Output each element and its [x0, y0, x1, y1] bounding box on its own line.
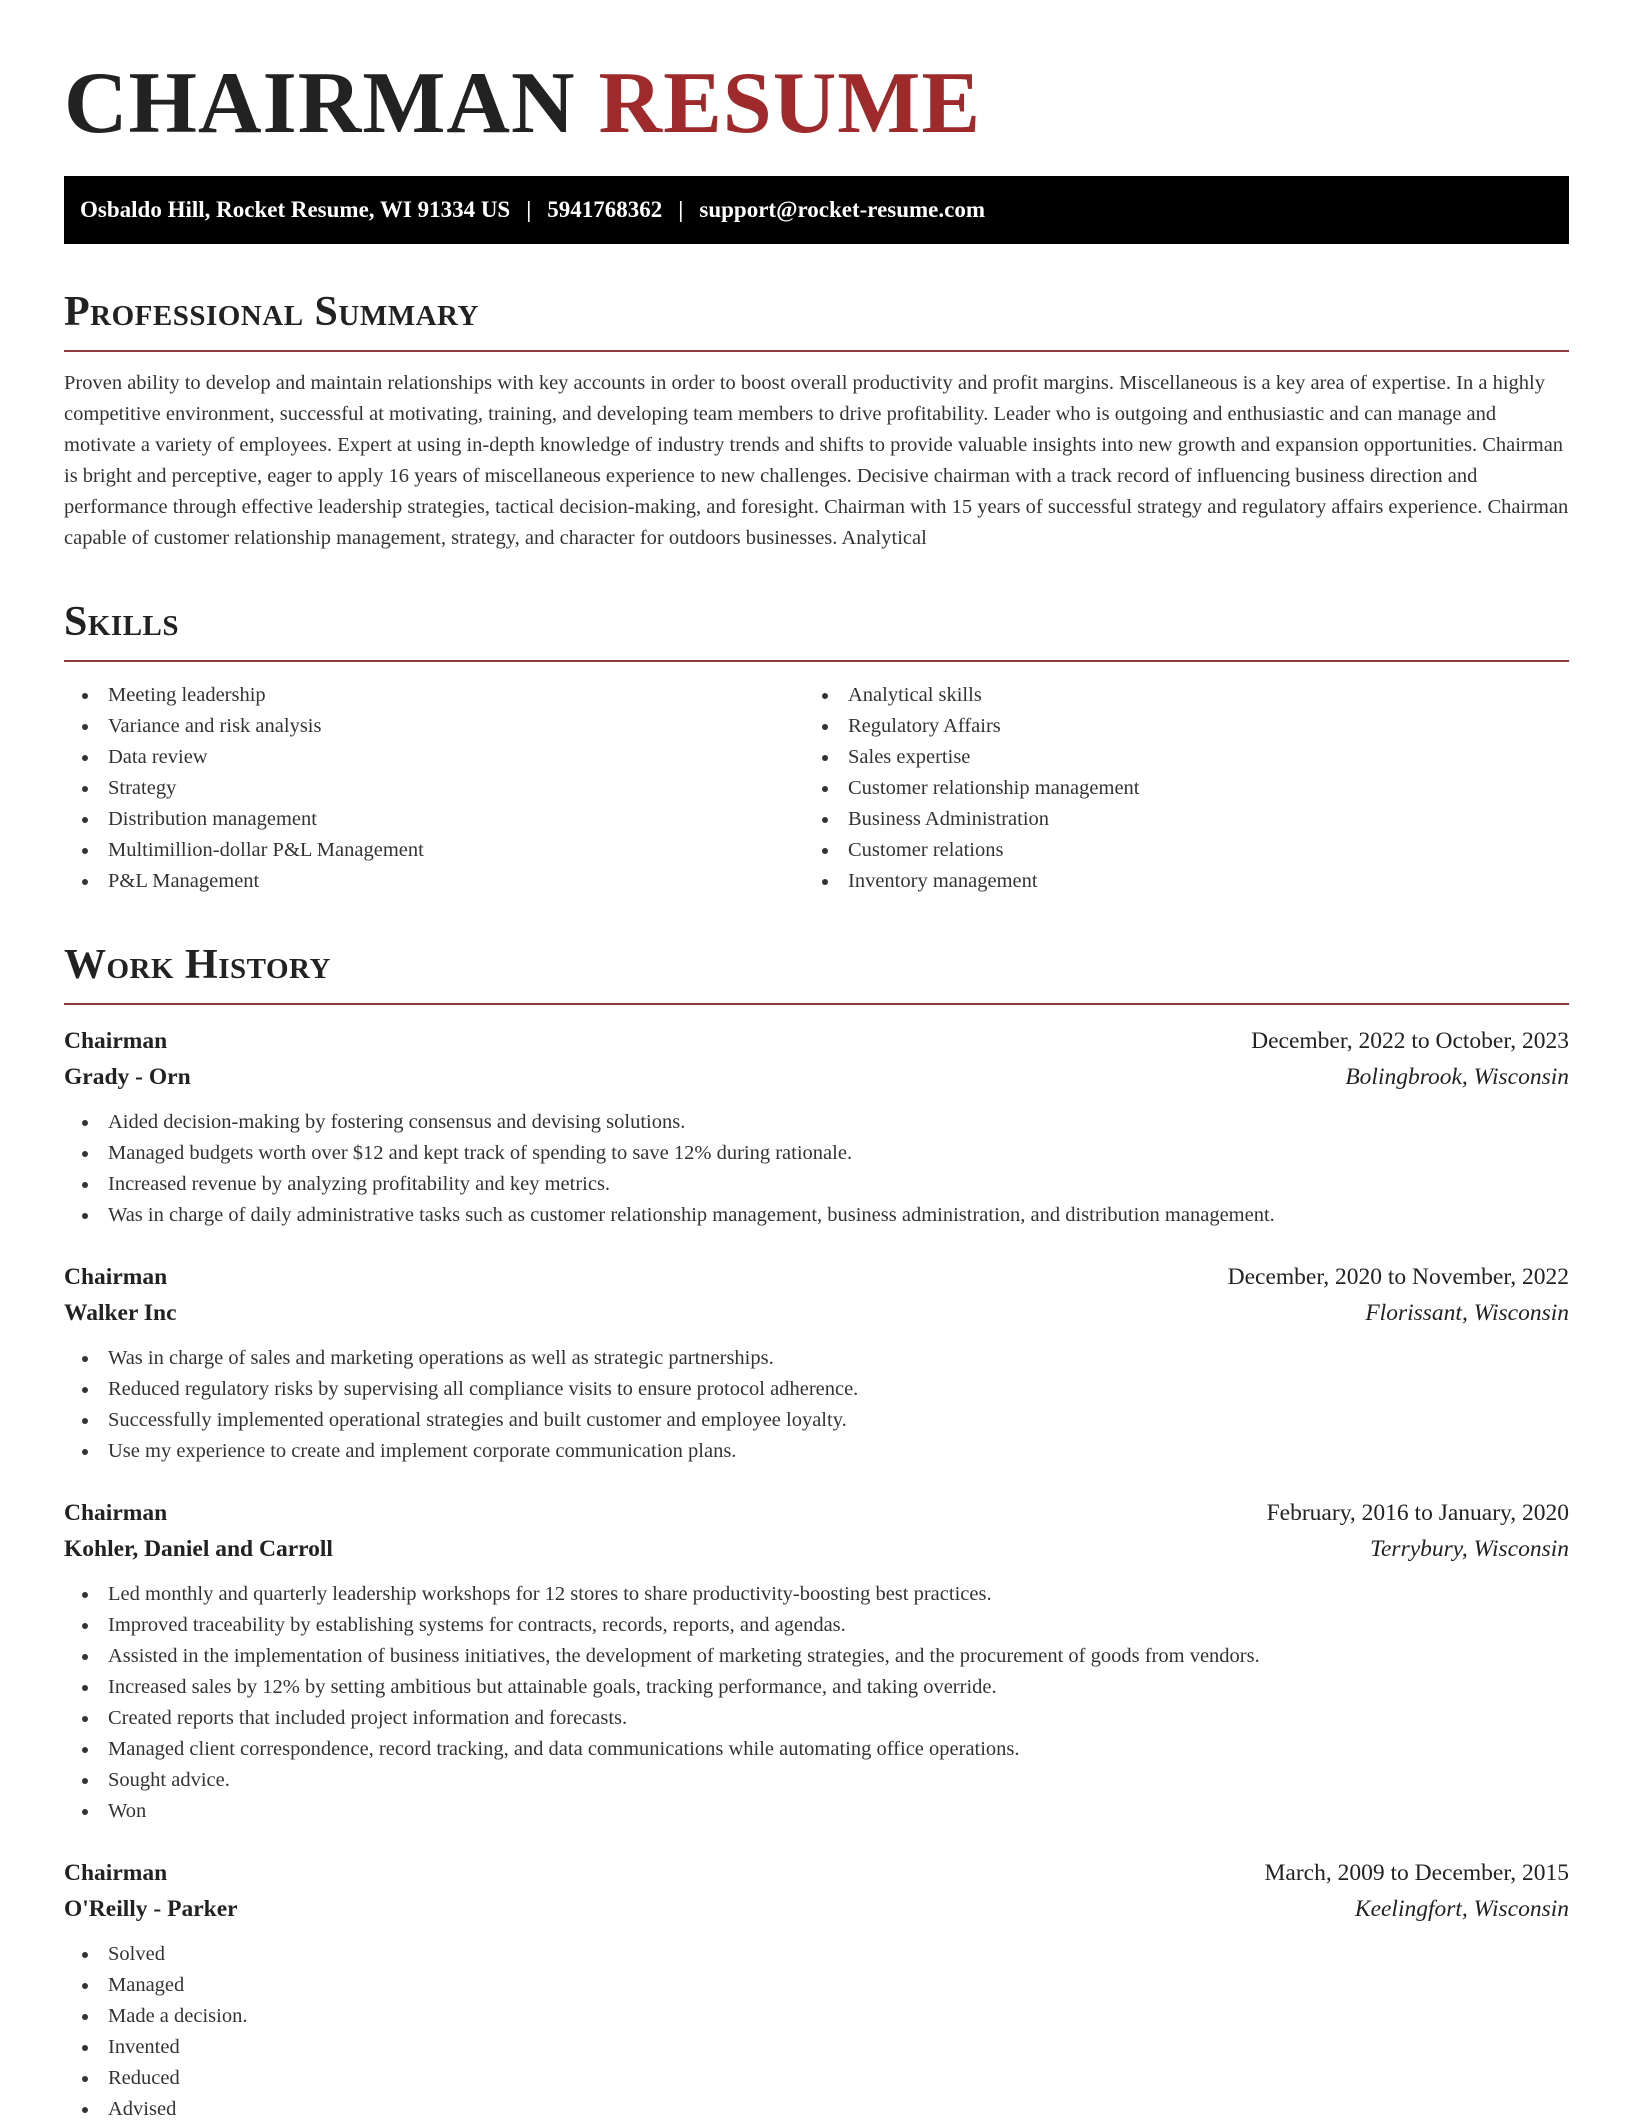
job-company: Walker Inc	[64, 1300, 177, 1326]
skills-section	[64, 596, 1569, 897]
duty-item: Was in charge of sales and marketing operations as well as strategic partnerships.	[64, 1343, 1569, 1374]
duty-item: Use my experience to create and implement corporate communication plans.	[64, 1436, 1569, 1467]
job-header-row	[64, 1023, 1569, 1059]
title-main: CHAIRMAN	[64, 55, 576, 152]
skill-item: Regulatory Affairs	[804, 711, 1544, 742]
skills-columns	[64, 680, 1569, 897]
job-header-row	[64, 1495, 1569, 1531]
skill-item: Data review	[64, 742, 804, 773]
duty-item: Made a decision.	[64, 2001, 1569, 2032]
duty-item: Created reports that included project information and forecasts.	[64, 1703, 1569, 1734]
job-title: Chairman	[64, 1500, 168, 1526]
job-dates: March, 2009 to December, 2015	[1264, 1860, 1569, 1886]
job-duties	[64, 1343, 1569, 1467]
skill-item: Variance and risk analysis	[64, 711, 804, 742]
contact-bar	[64, 176, 1569, 244]
summary-section	[64, 286, 1569, 554]
summary-heading: Professional Summary	[64, 289, 479, 335]
skill-item: Meeting leadership	[64, 680, 804, 711]
job-dates: February, 2016 to January, 2020	[1266, 1500, 1569, 1526]
job-entry	[64, 1855, 1569, 2125]
job-title: Chairman	[64, 1028, 168, 1054]
duty-item: Increased sales by 12% by setting ambitious but attainable goals, tracking performance, and taking override.	[64, 1672, 1569, 1703]
skills-heading: Skills	[64, 599, 180, 645]
resume-page	[64, 0, 1569, 2125]
section-divider	[64, 350, 1569, 352]
job-duties	[64, 1107, 1569, 1231]
duty-item: Was in charge of daily administrative tasks such as customer relationship management, business administration, and distribution management.	[64, 1200, 1569, 1231]
skill-item: Distribution management	[64, 804, 804, 835]
job-company-row	[64, 1891, 1569, 1927]
skills-list-right	[804, 680, 1544, 897]
title-accent: RESUME	[598, 55, 982, 152]
skill-item: P&L Management	[64, 866, 804, 897]
job-title: Chairman	[64, 1264, 168, 1290]
duty-item: Advised	[64, 2094, 1569, 2125]
skill-item: Sales expertise	[804, 742, 1544, 773]
duty-item: Invented	[64, 2032, 1569, 2063]
job-company: O'Reilly - Parker	[64, 1896, 238, 1922]
duty-item: Increased revenue by analyzing profitability and key metrics.	[64, 1169, 1569, 1200]
contact-phone: 5941768362	[547, 197, 663, 222]
job-company-row	[64, 1059, 1569, 1095]
section-divider	[64, 660, 1569, 662]
resume-title	[64, 0, 1569, 154]
job-company-row	[64, 1531, 1569, 1567]
job-company: Kohler, Daniel and Carroll	[64, 1536, 333, 1562]
skill-item: Multimillion-dollar P&L Management	[64, 835, 804, 866]
duty-item: Solved	[64, 1939, 1569, 1970]
duty-item: Aided decision-making by fostering consensus and devising solutions.	[64, 1107, 1569, 1138]
skill-item: Business Administration	[804, 804, 1544, 835]
job-entry	[64, 1023, 1569, 1231]
job-company: Grady - Orn	[64, 1064, 191, 1090]
skill-item: Customer relations	[804, 835, 1544, 866]
duty-item: Managed budgets worth over $12 and kept track of spending to save 12% during rationale.	[64, 1138, 1569, 1169]
job-duties	[64, 1579, 1569, 1827]
section-divider	[64, 1003, 1569, 1005]
skill-item: Customer relationship management	[804, 773, 1544, 804]
work-history-section	[64, 939, 1569, 2125]
contact-separator: |	[526, 197, 532, 222]
duty-item: Successfully implemented operational strategies and built customer and employee loyalty.	[64, 1405, 1569, 1436]
skill-item: Inventory management	[804, 866, 1544, 897]
job-header-row	[64, 1855, 1569, 1891]
contact-address: Osbaldo Hill, Rocket Resume, WI 91334 US	[80, 197, 511, 222]
job-duties	[64, 1939, 1569, 2125]
duty-item: Sought advice.	[64, 1765, 1569, 1796]
skill-item: Strategy	[64, 773, 804, 804]
contact-email: support@rocket-resume.com	[699, 197, 986, 222]
job-dates: December, 2020 to November, 2022	[1227, 1264, 1569, 1290]
duty-item: Reduced regulatory risks by supervising all compliance visits to ensure protocol adherence.	[64, 1374, 1569, 1405]
skills-list-left	[64, 680, 804, 897]
skill-item: Analytical skills	[804, 680, 1544, 711]
contact-separator: |	[678, 197, 684, 222]
job-location: Bolingbrook, Wisconsin	[1345, 1064, 1569, 1090]
job-location: Florissant, Wisconsin	[1365, 1300, 1569, 1326]
job-location: Terrybury, Wisconsin	[1370, 1536, 1569, 1562]
job-entry	[64, 1495, 1569, 1827]
duty-item: Led monthly and quarterly leadership workshops for 12 stores to share productivity-boosting best practices.	[64, 1579, 1569, 1610]
job-title: Chairman	[64, 1860, 168, 1886]
work-history-heading: Work History	[64, 942, 331, 988]
summary-text: Proven ability to develop and maintain relationships with key accounts in order to boost overall productivity and profit margins. Miscellaneous is a key area of expertise. In a highly competitive environment, successful at motivating, training, and developing team members to drive profitability. Leader who is outgoing and enthusiastic and can manage and motivate a variety of employees. Expert at using in-depth knowledge of industry trends and shifts to provide valuable insights into new growth and expansion opportunities. Chairman is bright and perceptive, eager to apply 16 years of miscellaneous experience to new challenges. Decisive chairman with a track record of influencing business direction and performance through effective leadership strategies, tactical decision-making, and foresight. Chairman with 15 years of successful strategy and regulatory affairs experience. Chairman capable of customer relationship management, strategy, and character for outdoors businesses. Analytical	[64, 372, 1569, 549]
job-location: Keelingfort, Wisconsin	[1354, 1896, 1569, 1922]
duty-item: Won	[64, 1796, 1569, 1827]
job-entry	[64, 1259, 1569, 1467]
duty-item: Reduced	[64, 2063, 1569, 2094]
duty-item: Managed client correspondence, record tracking, and data communications while automating office operations.	[64, 1734, 1569, 1765]
job-header-row	[64, 1259, 1569, 1295]
duty-item: Assisted in the implementation of business initiatives, the development of marketing strategies, and the procurement of goods from vendors.	[64, 1641, 1569, 1672]
duty-item: Managed	[64, 1970, 1569, 2001]
job-dates: December, 2022 to October, 2023	[1251, 1028, 1569, 1054]
job-company-row	[64, 1295, 1569, 1331]
duty-item: Improved traceability by establishing systems for contracts, records, reports, and agendas.	[64, 1610, 1569, 1641]
